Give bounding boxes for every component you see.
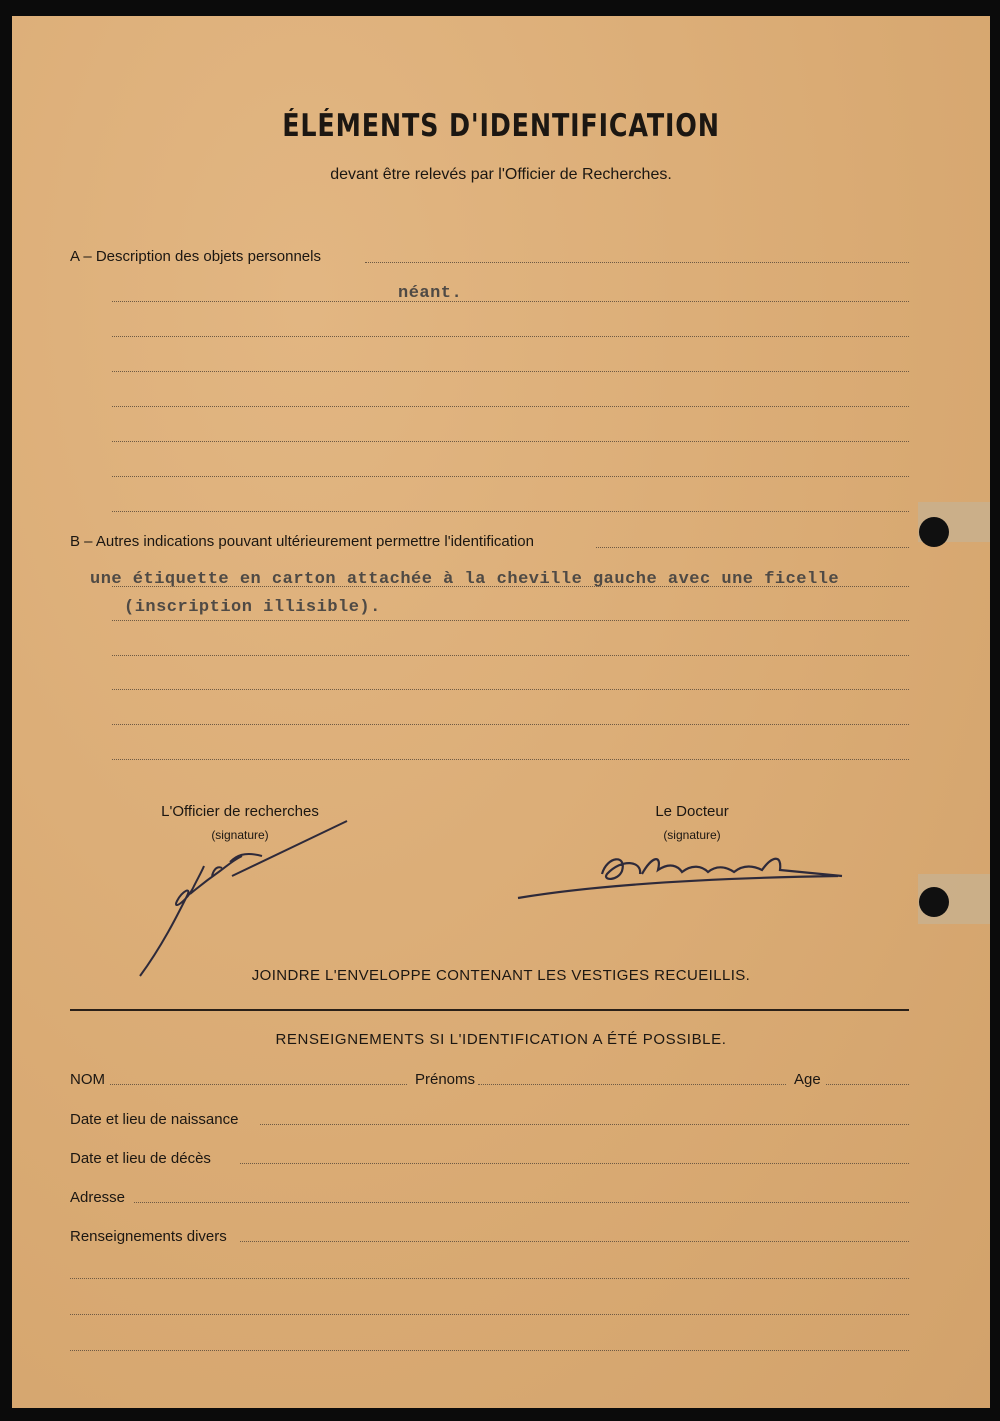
dotted-line bbox=[112, 655, 909, 656]
naissance-label: Date et lieu de naissance bbox=[70, 1111, 239, 1128]
section-b-typed-line-1: une étiquette en carton attachée à la cheville gauche avec une ficelle bbox=[90, 570, 840, 589]
dotted-line bbox=[112, 689, 909, 690]
officer-signature bbox=[132, 816, 372, 986]
deces-field bbox=[240, 1163, 909, 1164]
dotted-line bbox=[365, 262, 909, 263]
dotted-line bbox=[112, 620, 909, 621]
dotted-line bbox=[112, 371, 909, 372]
instruction-text: JOINDRE L'ENVELOPPE CONTENANT LES VESTIGES RECUEILLIS. bbox=[251, 967, 751, 984]
prenoms-label: Prénoms bbox=[415, 1071, 476, 1088]
section-divider bbox=[70, 1009, 909, 1011]
section-a-typed-text: néant. bbox=[398, 284, 463, 303]
nom-label: NOM bbox=[70, 1071, 105, 1088]
adresse-field bbox=[134, 1202, 909, 1203]
dotted-line bbox=[112, 476, 909, 477]
dotted-line bbox=[112, 586, 909, 587]
identification-heading: RENSEIGNEMENTS SI L'IDENTIFICATION A ÉTÉ POSSIBLE. bbox=[275, 1031, 727, 1048]
punch-hole bbox=[919, 517, 949, 547]
dotted-line bbox=[70, 1278, 909, 1279]
prenoms-field bbox=[478, 1084, 786, 1085]
section-a-label: A – Description des objets personnels bbox=[70, 248, 321, 265]
dotted-line bbox=[112, 301, 909, 302]
dotted-line bbox=[112, 336, 909, 337]
dotted-line bbox=[112, 759, 909, 760]
dotted-line bbox=[112, 406, 909, 407]
divers-label: Renseignements divers bbox=[70, 1228, 227, 1245]
age-label: Age bbox=[794, 1071, 821, 1088]
adresse-label: Adresse bbox=[70, 1189, 126, 1206]
deces-label: Date et lieu de décès bbox=[70, 1150, 211, 1167]
dotted-line bbox=[112, 724, 909, 725]
doctor-label: Le Docteur bbox=[655, 803, 729, 820]
doctor-signature-caption: (signature) bbox=[663, 828, 721, 842]
form-subtitle: devant être relevés par l'Officier de Recherches. bbox=[330, 166, 672, 183]
dotted-line bbox=[596, 547, 909, 548]
section-b-label: B – Autres indications pouvant ultérieurement permettre l'identification bbox=[70, 533, 534, 550]
divers-field bbox=[240, 1241, 909, 1242]
dotted-line bbox=[70, 1314, 909, 1315]
punch-hole bbox=[919, 887, 949, 917]
officer-signature-caption: (signature) bbox=[211, 828, 269, 842]
dotted-line bbox=[112, 511, 909, 512]
officer-label: L'Officier de recherches bbox=[161, 803, 319, 820]
naissance-field bbox=[260, 1124, 909, 1125]
doctor-signature bbox=[512, 836, 852, 916]
dotted-line bbox=[112, 441, 909, 442]
nom-field bbox=[110, 1084, 407, 1085]
dotted-line bbox=[70, 1350, 909, 1351]
section-b-typed-line-2: (inscription illisible). bbox=[124, 598, 381, 617]
form-title: ÉLÉMENTS D'IDENTIFICATION bbox=[282, 108, 720, 144]
form-sheet bbox=[12, 16, 990, 1408]
age-field bbox=[826, 1084, 909, 1085]
